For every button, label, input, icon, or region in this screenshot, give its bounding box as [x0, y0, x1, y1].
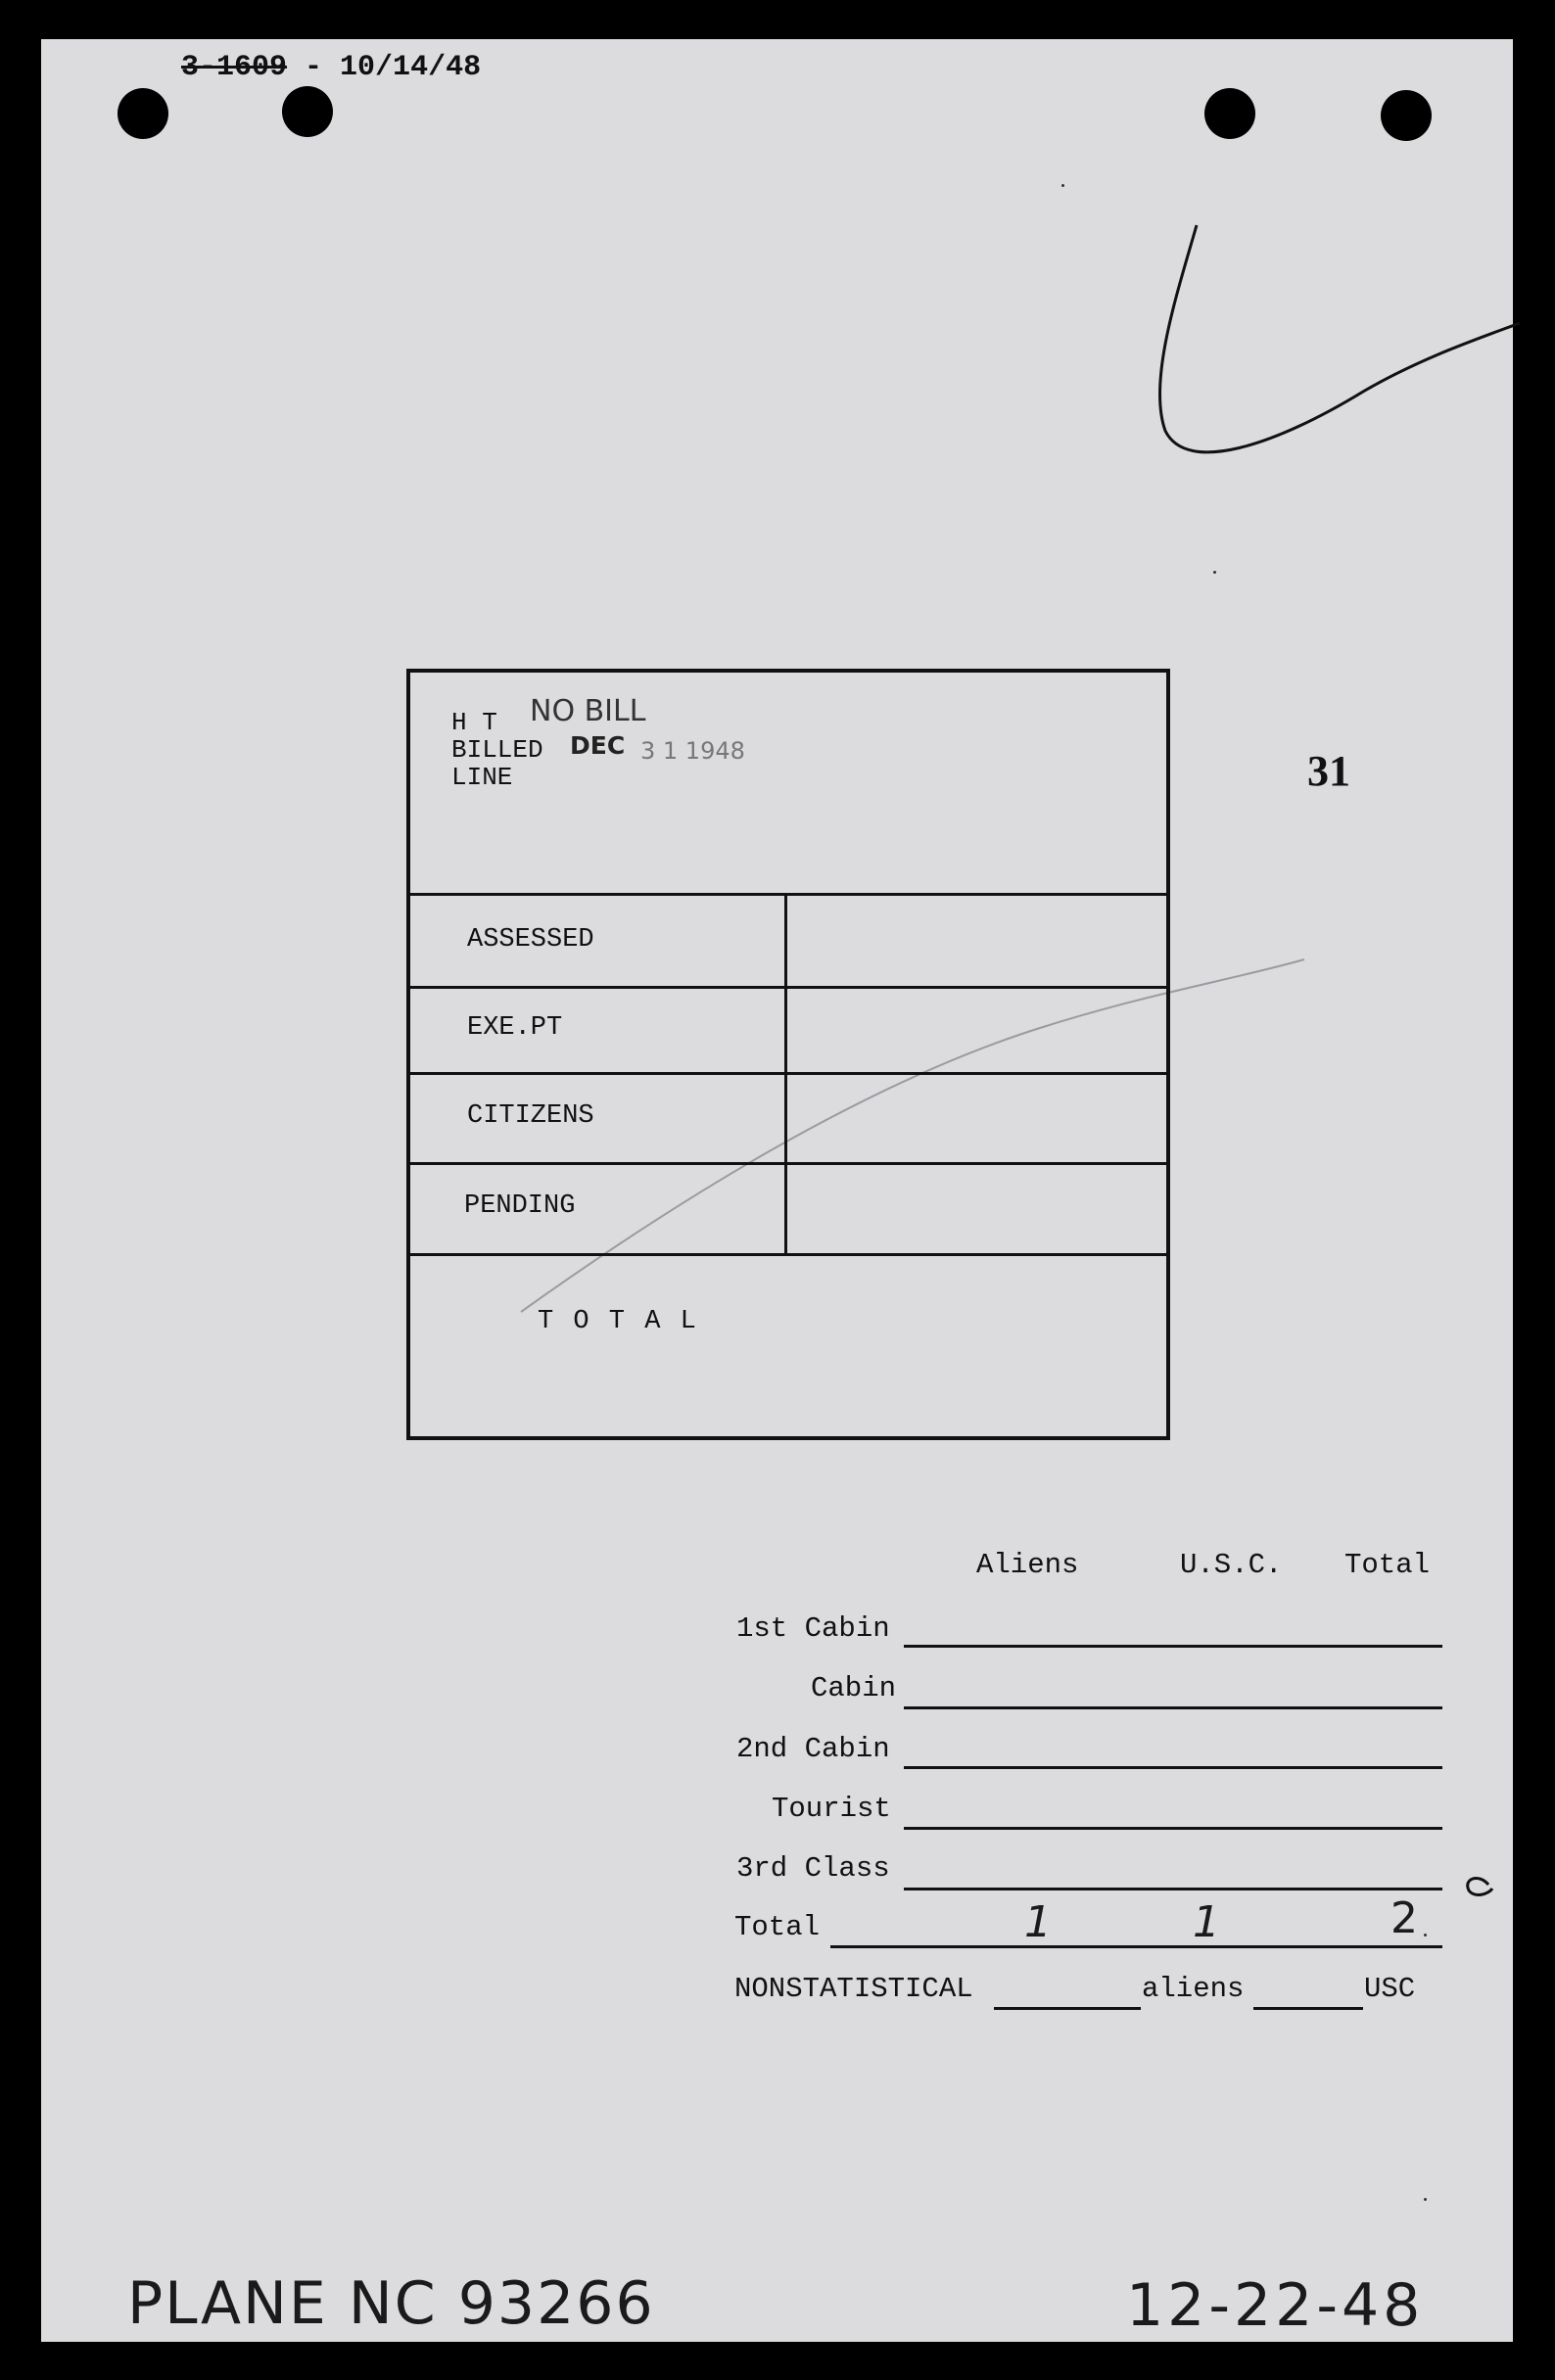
- punch-hole-center-right: [1204, 88, 1255, 139]
- row-label-exempt: EXE.PT: [467, 1013, 563, 1043]
- box-line-line: LINE: [451, 763, 513, 792]
- form-date: - 10/14/48: [305, 51, 482, 84]
- nonstatistical-label: NONSTATISTICAL: [734, 1973, 973, 2005]
- row-label-assessed: ASSESSED: [467, 925, 594, 955]
- row-label-total: Total: [734, 1911, 821, 1943]
- column-header-usc: U.S.C.: [1180, 1549, 1283, 1581]
- stamp-no-bill: NO BILL: [530, 694, 646, 728]
- speck: [1424, 1934, 1427, 1937]
- row-label-3rd-class: 3rd Class: [736, 1852, 890, 1885]
- column-header-aliens: Aliens: [976, 1549, 1079, 1581]
- row-label-cabin: Cabin: [811, 1672, 897, 1704]
- speck: [1061, 184, 1064, 187]
- blank-line-3rd-class: [904, 1888, 1442, 1890]
- total-usc-value: 1: [1193, 1897, 1220, 1947]
- blank-line-tourist: [904, 1827, 1442, 1830]
- box-line-ht: H T: [451, 708, 497, 737]
- total-total-value: 2: [1390, 1893, 1418, 1943]
- punch-hole-right: [1381, 90, 1432, 141]
- column-divider: [784, 893, 787, 1253]
- punch-hole-center-left: [282, 86, 333, 137]
- row-label-pending: PENDING: [464, 1191, 576, 1221]
- billing-stamp-box: [406, 669, 1170, 1440]
- total-aliens-value: 1: [1024, 1897, 1052, 1947]
- row-label-tourist: Tourist: [772, 1793, 891, 1825]
- speck: [1213, 571, 1216, 574]
- speck: [1424, 2198, 1427, 2201]
- nonstatistical-aliens-label: aliens: [1142, 1973, 1245, 2005]
- stamp-date: 3 1 1948: [640, 737, 745, 765]
- blank-line-total: [830, 1945, 1442, 1948]
- stamp-dec: DEC: [570, 731, 626, 760]
- total-label: T O T A L: [538, 1307, 698, 1336]
- blank-line-2nd-cabin: [904, 1766, 1442, 1769]
- row-label-1st-cabin: 1st Cabin: [736, 1612, 890, 1645]
- box-line-billed: BILLED: [451, 735, 543, 765]
- blank-line-nonstat-aliens: [994, 2007, 1141, 2010]
- blank-line-cabin: [904, 1706, 1442, 1709]
- divider: [410, 893, 1166, 896]
- margin-mark: [1459, 1865, 1498, 1904]
- blank-line-1st-cabin: [904, 1645, 1442, 1648]
- column-header-total: Total: [1344, 1549, 1431, 1581]
- page-number: 31: [1307, 747, 1350, 795]
- divider: [410, 986, 1166, 989]
- handwritten-date: 12-22-48: [1126, 2271, 1425, 2340]
- divider: [410, 1253, 1166, 1256]
- nonstatistical-usc-label: USC: [1364, 1973, 1416, 2005]
- handwritten-plane-id: PLANE NC 93266: [127, 2269, 655, 2338]
- row-label-2nd-cabin: 2nd Cabin: [736, 1733, 890, 1765]
- form-number-header: [181, 51, 481, 84]
- punch-hole-left: [118, 88, 168, 139]
- divider: [410, 1162, 1166, 1165]
- form-number: 3-1609: [181, 51, 288, 84]
- row-label-citizens: CITIZENS: [467, 1101, 594, 1131]
- divider: [410, 1072, 1166, 1075]
- blank-line-nonstat-usc: [1253, 2007, 1363, 2010]
- check-mark-icon: [1089, 215, 1520, 509]
